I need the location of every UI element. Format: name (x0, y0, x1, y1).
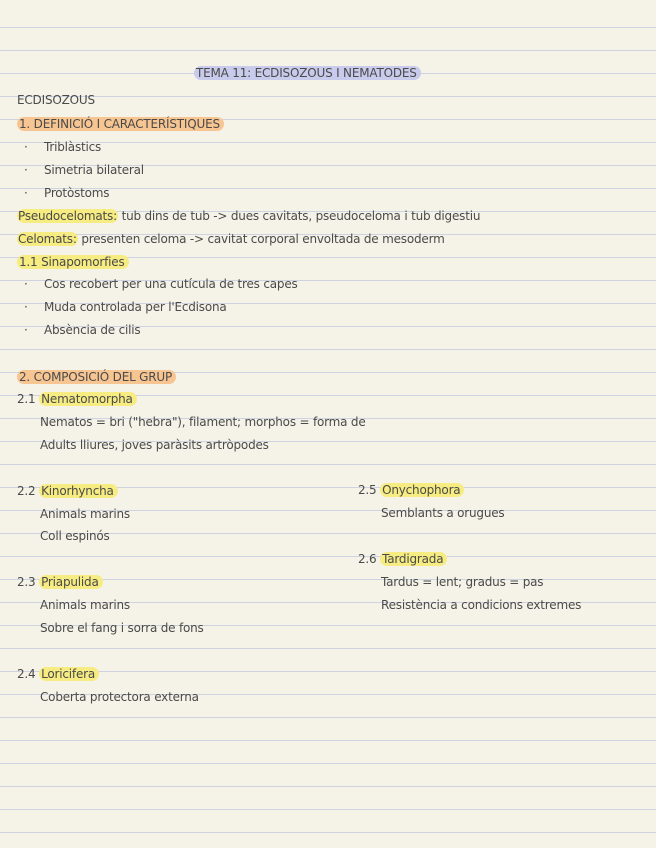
subsection-name: Priapulida (39, 575, 103, 589)
list-item (24, 185, 109, 201)
subsection-line: Sobre el fang i sorra de fons (40, 621, 204, 635)
list-item-text: Muda controlada per l'Ecdisona (44, 300, 227, 314)
subsection-number: 2.6 (358, 552, 377, 566)
bullet-icon: · (24, 140, 28, 154)
subsection-name: Kinorhyncha (39, 484, 118, 498)
pseudocelomats-term: Pseudocelomats: (18, 209, 117, 223)
pseudocelomats-line (17, 208, 480, 224)
subsection-heading-tardigrada (358, 551, 447, 567)
subsection-line: Semblants a orugues (381, 506, 505, 520)
pseudocelomats-text: tub dins de tub -> dues cavitats, pseudoceloma i tub digestiu (121, 209, 481, 223)
celomats-text: presenten celoma -> cavitat corporal envoltada de mesoderm (81, 232, 445, 246)
subsection-heading-nematomorpha (17, 391, 137, 407)
subsection-line: Coll espinós (40, 529, 110, 543)
subsection-name: Tardigrada (380, 552, 447, 566)
list-item-text: Absència de cilis (44, 323, 141, 337)
list-item-text: Triblàstics (44, 140, 102, 154)
bullet-icon: · (24, 163, 28, 177)
subsection-number: 2.2 (17, 484, 36, 498)
subsection-line: Resistència a condicions extremes (381, 598, 582, 612)
subsection-heading-loricifera (17, 666, 99, 682)
bullet-icon: · (24, 300, 28, 314)
subsection-line: Coberta protectora externa (40, 690, 199, 704)
list-item-text: Cos recobert per una cutícula de tres capes (44, 277, 298, 291)
list-item-text: Simetria bilateral (44, 163, 144, 177)
subsection-line: Nematos = bri ("hebra"), filament; morphos = forma de (40, 415, 366, 429)
celomats-term: Celomats: (18, 232, 77, 246)
page-title (194, 65, 421, 81)
composicio-heading-text: 2. COMPOSICIÓ DEL GRUP (17, 370, 176, 384)
subsection-heading-priapulida (17, 574, 103, 590)
bullet-icon: · (24, 323, 28, 337)
subsection-line: Animals marins (40, 507, 130, 521)
bullet-icon: · (24, 277, 28, 291)
page-title-text: TEMA 11: ECDISOZOUS I NEMATODES (194, 66, 421, 80)
list-item (24, 322, 140, 338)
list-item-text: Protòstoms (44, 186, 110, 200)
subsection-name: Nematomorpha (39, 392, 137, 406)
subsection-number: 2.4 (17, 667, 36, 681)
subsection-heading-kinorhyncha (17, 483, 118, 499)
subsection-line: Animals marins (40, 598, 130, 612)
list-item (24, 162, 144, 178)
list-item (24, 299, 227, 315)
sinapomorfies-heading-text: 1.1 Sinapomorfies (17, 255, 129, 269)
subsection-name: Loricifera (39, 667, 99, 681)
sinapomorfies-heading (17, 254, 129, 270)
composicio-heading (17, 369, 176, 385)
section-heading: ECDISOZOUS (17, 93, 95, 107)
celomats-line (17, 231, 445, 247)
bullet-icon: · (24, 186, 28, 200)
definition-heading (17, 116, 224, 132)
definition-heading-text: 1. DEFINICIÓ I CARACTERÍSTIQUES (17, 117, 224, 131)
subsection-name: Onychophora (380, 483, 464, 497)
subsection-number: 2.1 (17, 392, 36, 406)
subsection-number: 2.3 (17, 575, 36, 589)
list-item (24, 139, 101, 155)
subsection-line: Tardus = lent; gradus = pas (381, 575, 544, 589)
subsection-line: Adults lliures, joves paràsits artròpodes (40, 438, 269, 452)
subsection-heading-onychophora (358, 482, 464, 498)
subsection-number: 2.5 (358, 483, 377, 497)
list-item (24, 276, 298, 292)
